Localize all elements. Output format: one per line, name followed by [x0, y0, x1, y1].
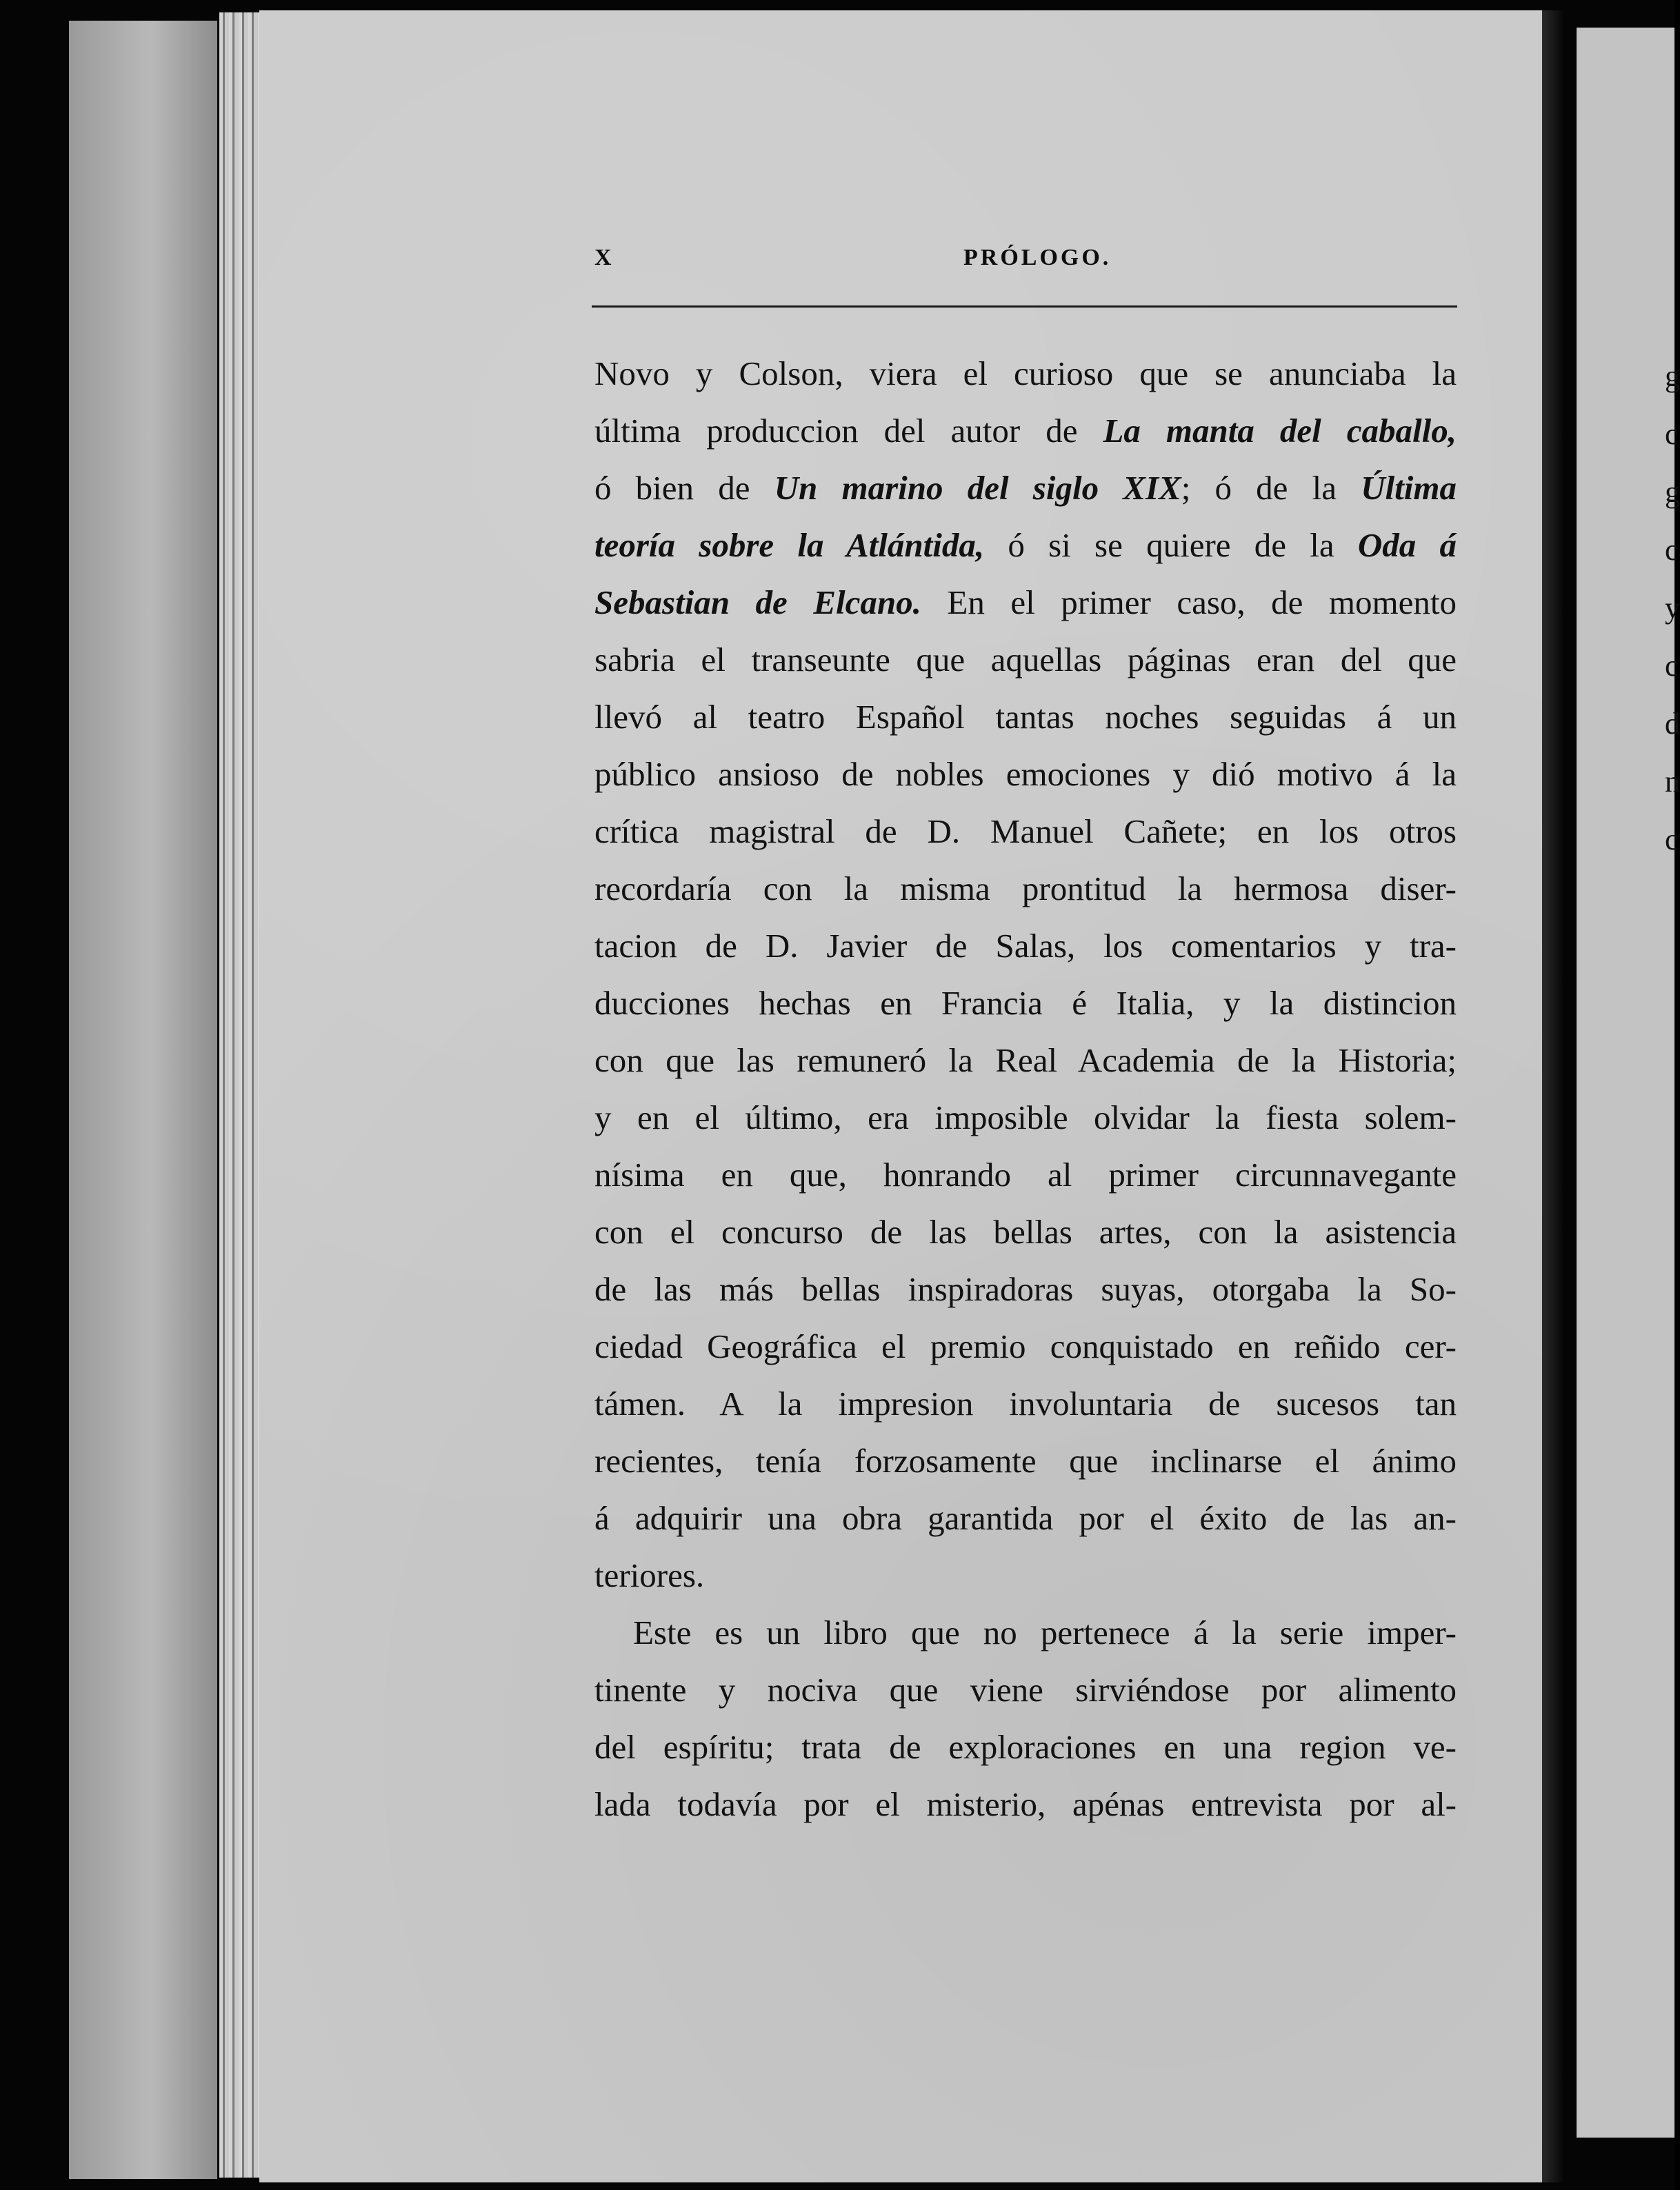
text-line: [594, 1489, 1457, 1547]
header-rule: [592, 305, 1457, 308]
text-run: de las más bellas inspiradoras suyas, otorgaba la So-: [594, 1270, 1457, 1308]
italic-title: Oda á: [1357, 526, 1457, 564]
book-cover-edge: [69, 21, 217, 2179]
italic-title: La manta del caballo,: [1103, 412, 1457, 450]
italic-title: teoría sobre la Atlántida,: [594, 526, 985, 564]
text-line: [594, 1318, 1457, 1375]
facing-page-letter: y: [1665, 591, 1680, 625]
text-line: [594, 1203, 1457, 1260]
text-run: Este es un libro que no pertenece á la serie imper-: [633, 1614, 1457, 1651]
text-line: [594, 974, 1457, 1032]
text-line: [594, 402, 1457, 459]
text-run: ducciones hechas en Francia é Italia, y la distincion: [594, 984, 1457, 1022]
text-run: támen. A la impresion involuntaria de sucesos tan: [594, 1385, 1457, 1423]
text-line: [594, 516, 1457, 574]
text-line: [594, 459, 1457, 516]
facing-page-letter: c: [1665, 417, 1679, 451]
text-line: [594, 1089, 1457, 1146]
text-run: ; ó de la: [1181, 469, 1361, 507]
text-line: [594, 1432, 1457, 1489]
paragraph-2: [594, 1604, 1457, 1833]
italic-title: Un marino del siglo XIX: [774, 469, 1181, 507]
gutter-shadow: [1542, 10, 1563, 2182]
body-text: [594, 345, 1457, 1833]
text-line: [594, 688, 1457, 745]
text-run: ó bien de: [594, 469, 774, 507]
text-line: [594, 1547, 1457, 1604]
text-run: ó si se quiere de la: [984, 526, 1358, 564]
page-edges: [219, 12, 261, 2178]
facing-page-letter: g: [1665, 475, 1680, 509]
text-line: [594, 917, 1457, 974]
text-line: [594, 574, 1457, 631]
text-line: [594, 1375, 1457, 1432]
text-run: En el primer caso, de momento: [921, 583, 1457, 621]
text-run: tacion de D. Javier de Salas, los comentarios y tra-: [594, 927, 1457, 965]
text-line: [594, 1776, 1457, 1833]
text-run: crítica magistral de D. Manuel Cañete; en los otros: [594, 812, 1457, 850]
page-number: X: [594, 245, 614, 270]
text-line: [594, 1146, 1457, 1203]
text-run: ciedad Geográfica el premio conquistado en reñido cer-: [594, 1327, 1457, 1365]
text-run: con el concurso de las bellas artes, con la asistencia: [594, 1213, 1457, 1251]
text-run: público ansioso de nobles emociones y dió motivo á la: [594, 755, 1457, 793]
text-run: con que las remuneró la Real Academia de la Historia;: [594, 1041, 1457, 1079]
text-run: del espíritu; trata de exploraciones en una region ve-: [594, 1728, 1457, 1766]
text-line: [594, 631, 1457, 688]
text-run: y en el último, era imposible olvidar la fiesta solem-: [594, 1098, 1457, 1136]
text-run: sabria el transeunte que aquellas páginas eran del que: [594, 641, 1457, 679]
facing-page-letter: c: [1665, 823, 1679, 856]
facing-page-letter: d: [1665, 707, 1680, 741]
text-line: [594, 1604, 1457, 1661]
facing-page-letter: c: [1665, 649, 1679, 683]
text-line: [594, 345, 1457, 402]
text-run: teriores.: [594, 1556, 705, 1594]
text-run: recordaría con la misma prontitud la hermosa diser-: [594, 870, 1457, 907]
text-line: [594, 1032, 1457, 1089]
text-line: [594, 1661, 1457, 1718]
text-line: [594, 1718, 1457, 1776]
text-run: nísima en que, honrando al primer circunnavegante: [594, 1156, 1457, 1194]
facing-page-letter: g: [1665, 359, 1680, 393]
text-line: [594, 745, 1457, 803]
text-line: [594, 803, 1457, 860]
paragraph-1: [594, 345, 1457, 1604]
text-run: recientes, tenía forzosamente que inclinarse el ánimo: [594, 1442, 1457, 1480]
facing-page-edge: [1577, 28, 1680, 2138]
italic-title: Última: [1361, 469, 1457, 507]
text-line: [594, 860, 1457, 917]
running-head: [594, 245, 1436, 293]
italic-title: Sebastian de Elcano.: [594, 583, 921, 621]
text-run: llevó al teatro Español tantas noches seguidas á un: [594, 698, 1457, 736]
running-title: PRÓLOGO.: [963, 245, 1112, 270]
text-run: última produccion del autor de: [594, 412, 1103, 450]
text-run: tinente y nociva que viene sirviéndose por alimento: [594, 1671, 1457, 1709]
facing-page-letter: c: [1665, 533, 1679, 567]
text-run: lada todavía por el misterio, apénas entrevista por al-: [594, 1785, 1457, 1823]
text-line: [594, 1260, 1457, 1318]
text-run: á adquirir una obra garantida por el éxito de las an-: [594, 1499, 1457, 1537]
facing-page-letter: n: [1665, 765, 1680, 798]
text-run: Novo y Colson, viera el curioso que se anunciaba la: [594, 354, 1457, 392]
